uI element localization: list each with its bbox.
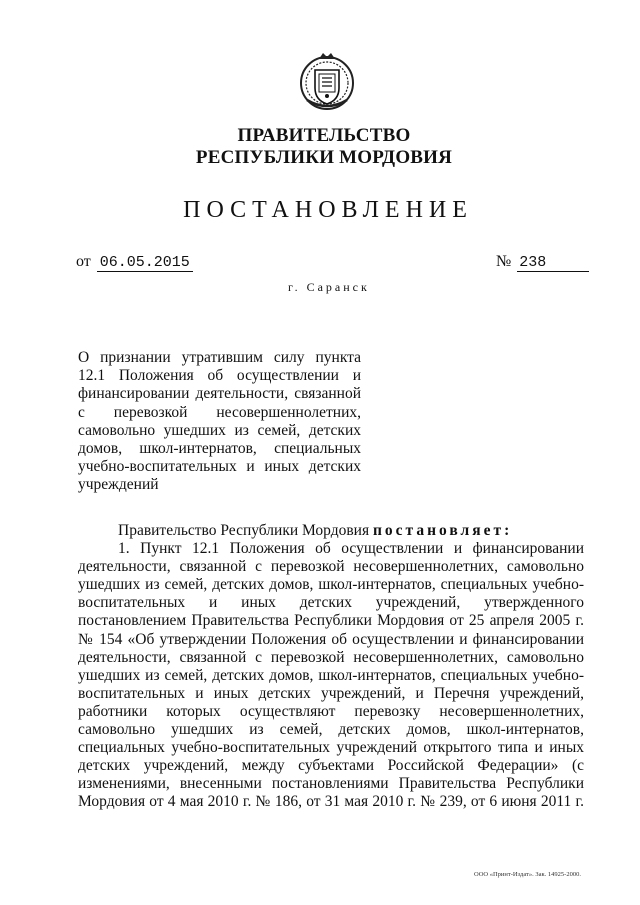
body-line: воспитательных и иных детских учреждений, утвержденного — [78, 594, 584, 612]
government-title-line1: ПРАВИТЕЛЬСТВО — [237, 125, 411, 146]
subject-line: учреждений — [78, 476, 159, 494]
subject-line: 12.1 Положения об осуществлении и — [78, 367, 361, 385]
body-line: специальных учебно-воспитательных учреждений открытого типа и иных — [78, 739, 584, 757]
document-date — [76, 253, 193, 272]
document-subject — [78, 349, 361, 495]
body-line: детских учреждений, между субъектами Российской Федерации» (с — [78, 757, 584, 775]
city-name: г. Саранск — [288, 280, 370, 294]
date-prefix: от — [76, 253, 91, 270]
body-line: № 154 «Об утверждении Положения об осуществлении и финансировании — [78, 630, 584, 648]
document-body — [78, 522, 584, 812]
government-title-line2: РЕСПУБЛИКИ МОРДОВИЯ — [195, 147, 453, 168]
subject-line: финансировании деятельности, связанной — [78, 385, 361, 403]
body-line: постановлением Правительства Республики Мордовия от 25 апреля 2005 г. — [78, 612, 584, 630]
body-line: 1. Пункт 12.1 Положения об осуществлении и финансировании — [118, 540, 584, 558]
body-line: изменениями, внесенными постановлениями Правительства Республики — [78, 775, 584, 793]
body-line: работники которых осуществляют перевозку несовершеннолетних, — [78, 702, 584, 720]
subject-line: домов, школ-интернатов, специальных — [78, 440, 361, 458]
intro-verb: постановляет: — [372, 522, 513, 539]
coat-of-arms-emblem — [297, 50, 357, 112]
body-line: Мордовия от 4 мая 2010 г. № 186, от 31 мая 2010 г. № 239, от 6 июня 2011 г. — [78, 793, 584, 811]
intro-text: Правительство Республики Мордовия — [118, 522, 370, 539]
subject-line: О признании утратившим силу пункта — [78, 349, 361, 366]
body-intro — [78, 522, 584, 540]
number-value: 238 — [517, 255, 589, 272]
body-line: ушедших из семей, детских домов, школ-интернатов, специальных учебно- — [78, 576, 584, 594]
date-value: 06.05.2015 — [97, 255, 193, 272]
body-line: самовольно ушедших из семей, детских домов, школ-интернатов, — [78, 721, 584, 739]
document-number — [496, 253, 589, 272]
body-line: ушедших из семей, детских домов, школ-интернатов, специальных учебно- — [78, 666, 584, 684]
subject-line: с перевозкой несовершеннолетних, — [78, 403, 361, 421]
subject-line: учебно-воспитательных и иных детских — [78, 458, 361, 476]
body-line: деятельности, связанной с перевозкой несовершеннолетних, самовольно — [78, 558, 584, 576]
number-prefix: № — [496, 253, 512, 270]
body-line: воспитательных и иных детских учреждений, и Перечня учреждений, — [78, 684, 584, 702]
subject-line: самовольно ушедших из семей, детских — [78, 421, 361, 439]
body-line: деятельности, связанной с перевозкой несовершеннолетних, самовольно — [78, 648, 584, 666]
printer-imprint: ООО «Принт-Издат». Зак. 14925-2000. — [474, 871, 581, 878]
document-type-title: ПОСТАНОВЛЕНИЕ — [183, 197, 473, 223]
